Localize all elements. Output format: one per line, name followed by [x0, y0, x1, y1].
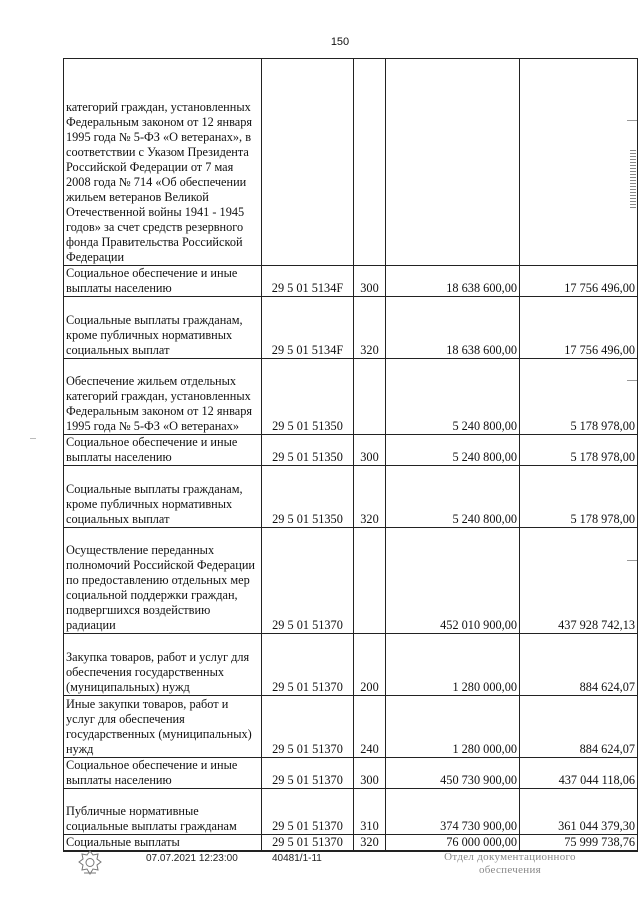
- row-code: 29 5 01 51370: [262, 758, 354, 789]
- row-code: 29 5 01 51350: [262, 466, 354, 528]
- footer-doc-number: 40481/1-11: [272, 853, 322, 864]
- document-footer: [0, 849, 640, 905]
- row-code: 29 5 01 51350: [262, 359, 354, 435]
- row-name: категорий граждан, установленных Федеральным законом от 12 января 1995 года № 5-ФЗ «О ветеранах», в соответствии с Указом Президента Российской Федерации от 7 мая 2008 года № 714 «Об обеспечении жильем ветеранов Великой Отечественной войны 1941 - 1945 годов» за счет средств резервного фонда Правительства Российской Федерации: [64, 59, 262, 266]
- row-type: 310: [354, 789, 386, 835]
- table-row: [64, 266, 638, 297]
- row-code: 29 5 01 5134F: [262, 297, 354, 359]
- row-code: 29 5 01 51370: [262, 634, 354, 696]
- row-type: 200: [354, 634, 386, 696]
- row-fact: 884 624,07: [520, 634, 638, 696]
- row-fact: 17 756 496,00: [520, 297, 638, 359]
- row-code: 29 5 01 5134F: [262, 266, 354, 297]
- row-type: [354, 359, 386, 435]
- row-plan: [386, 59, 520, 266]
- row-type: 240: [354, 696, 386, 758]
- table-row: [64, 528, 638, 634]
- row-name: Иные закупки товаров, работ и услуг для обеспечения государственных (муниципальных) нужд: [64, 696, 262, 758]
- table-row: [64, 435, 638, 466]
- table-row: [64, 59, 638, 266]
- row-code: 29 5 01 51370: [262, 789, 354, 835]
- row-name: Социальные выплаты: [64, 835, 262, 852]
- row-fact: 884 624,07: [520, 696, 638, 758]
- row-code: 29 5 01 51370: [262, 528, 354, 634]
- row-name: Социальное обеспечение и иные выплаты населению: [64, 758, 262, 789]
- page-number: 150: [330, 36, 350, 48]
- row-fact: 5 178 978,00: [520, 466, 638, 528]
- row-plan: 1 280 000,00: [386, 634, 520, 696]
- row-code: 29 5 01 51350: [262, 435, 354, 466]
- row-name: Социальные выплаты гражданам, кроме публичных нормативных социальных выплат: [64, 297, 262, 359]
- row-type: [354, 528, 386, 634]
- row-type: 320: [354, 835, 386, 852]
- row-name: Закупка товаров, работ и услуг для обеспечения государственных (муниципальных) нужд: [64, 634, 262, 696]
- row-plan: 18 638 600,00: [386, 297, 520, 359]
- row-name: Социальное обеспечение и иные выплаты населению: [64, 266, 262, 297]
- row-type: 320: [354, 466, 386, 528]
- row-type: 300: [354, 266, 386, 297]
- budget-table: [63, 58, 638, 852]
- row-name: Публичные нормативные социальные выплаты гражданам: [64, 789, 262, 835]
- row-name: Обеспечение жильем отдельных категорий граждан, установленных Федеральным законом от 12 января 1995 года № 5-ФЗ «О ветеранах»: [64, 359, 262, 435]
- row-fact: 437 928 742,13: [520, 528, 638, 634]
- row-plan: 18 638 600,00: [386, 266, 520, 297]
- row-name: Социальное обеспечение и иные выплаты населению: [64, 435, 262, 466]
- row-fact: 361 044 379,30: [520, 789, 638, 835]
- table-row: [64, 696, 638, 758]
- row-plan: 450 730 900,00: [386, 758, 520, 789]
- table-row: [64, 359, 638, 435]
- row-fact: 75 999 738,76: [520, 835, 638, 852]
- row-plan: 5 240 800,00: [386, 359, 520, 435]
- table-row: [64, 466, 638, 528]
- row-code: [262, 59, 354, 266]
- row-code: 29 5 01 51370: [262, 696, 354, 758]
- row-type: 300: [354, 758, 386, 789]
- row-type: 320: [354, 297, 386, 359]
- table-row: [64, 789, 638, 835]
- emblem-seal-icon: [76, 849, 104, 877]
- row-fact: 5 178 978,00: [520, 359, 638, 435]
- department-stamp: Отдел документационного обеспечения: [444, 851, 576, 876]
- footer-date: 07.07.2021 12:23:00: [146, 853, 238, 864]
- row-type: 300: [354, 435, 386, 466]
- row-plan: 1 280 000,00: [386, 696, 520, 758]
- row-plan: 76 000 000,00: [386, 835, 520, 852]
- scan-edge-tick: [30, 438, 36, 439]
- row-plan: 5 240 800,00: [386, 466, 520, 528]
- row-fact: 17 756 496,00: [520, 266, 638, 297]
- row-code: 29 5 01 51370: [262, 835, 354, 852]
- table-row: [64, 758, 638, 789]
- table-row: [64, 634, 638, 696]
- row-name: Осуществление переданных полномочий Российской Федерации по предоставлению отдельных мер социальной поддержки граждан, подвергшихся воздействию радиации: [64, 528, 262, 634]
- table-row: [64, 297, 638, 359]
- row-fact: 437 044 118,06: [520, 758, 638, 789]
- row-fact: [520, 59, 638, 266]
- row-fact: 5 178 978,00: [520, 435, 638, 466]
- row-name: Социальные выплаты гражданам, кроме публичных нормативных социальных выплат: [64, 466, 262, 528]
- row-plan: 452 010 900,00: [386, 528, 520, 634]
- row-type: [354, 59, 386, 266]
- row-plan: 5 240 800,00: [386, 435, 520, 466]
- row-plan: 374 730 900,00: [386, 789, 520, 835]
